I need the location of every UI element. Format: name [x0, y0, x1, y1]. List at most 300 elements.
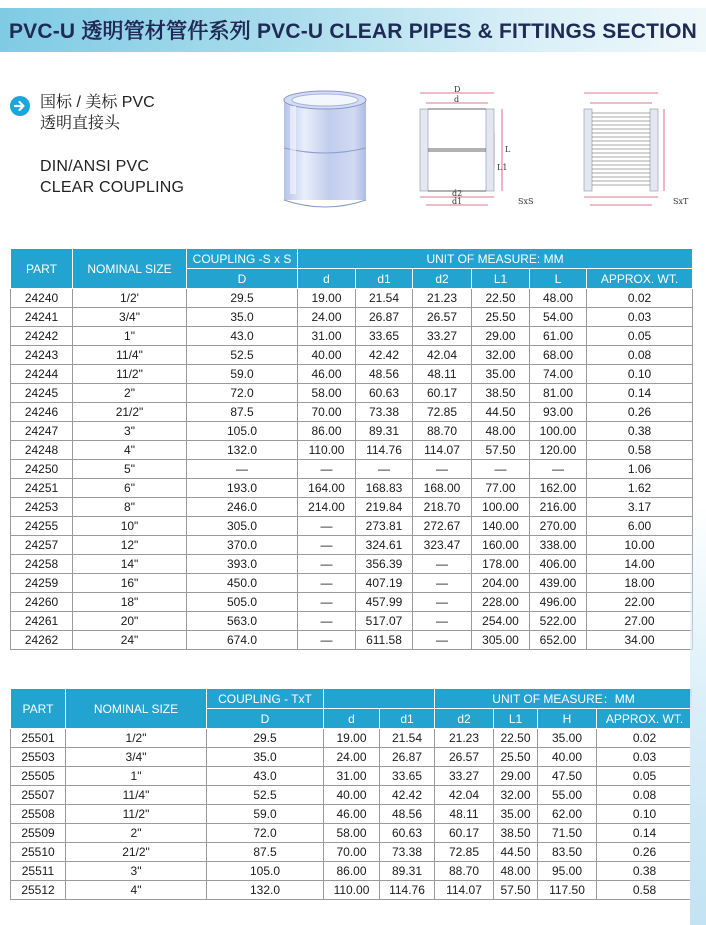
part-number-cell: 24262	[11, 631, 73, 650]
table-cell: 72.0	[207, 824, 324, 843]
table-cell: 160.00	[472, 536, 530, 555]
table-cell: 563.0	[187, 612, 298, 631]
table-cell: 21.54	[356, 289, 413, 308]
table-cell: 0.03	[587, 308, 693, 327]
table-row	[11, 289, 693, 308]
table-row	[11, 384, 693, 403]
table-cell: 88.70	[413, 422, 472, 441]
table-cell: 35.0	[207, 748, 324, 767]
table-cell: —	[298, 593, 356, 612]
table-cell: 120.00	[530, 441, 587, 460]
table-cell: 100.00	[530, 422, 587, 441]
table-cell: 1.06	[587, 460, 693, 479]
part-number-cell: 25508	[11, 805, 66, 824]
table-cell: 0.02	[587, 289, 693, 308]
product-cn-line1: 国标 / 美标 PVC	[40, 94, 155, 111]
part-number-cell: 24255	[11, 517, 73, 536]
table-row	[11, 422, 693, 441]
table-cell: 178.00	[472, 555, 530, 574]
table-cell: —	[298, 536, 356, 555]
drawing-label-d2: d2	[452, 189, 463, 198]
table-cell: 10.00	[587, 536, 693, 555]
table-cell: 1"	[66, 767, 207, 786]
table-cell: 407.19	[356, 574, 413, 593]
table-cell: 0.26	[587, 403, 693, 422]
part-number-cell: 24246	[11, 403, 73, 422]
part-number-cell: 24248	[11, 441, 73, 460]
table-cell: 14"	[73, 555, 187, 574]
part-number-cell: 24241	[11, 308, 73, 327]
table-row	[11, 365, 693, 384]
table-cell: 33.27	[435, 767, 494, 786]
table-cell: 68.00	[530, 346, 587, 365]
table-cell: 272.67	[413, 517, 472, 536]
product-name-english	[40, 156, 184, 198]
table-cell: 204.00	[472, 574, 530, 593]
table-cell: —	[472, 460, 530, 479]
table-cell: 61.00	[530, 327, 587, 346]
header-col-d: d	[324, 709, 380, 729]
table-cell: 35.0	[187, 308, 298, 327]
table-cell: 168.83	[356, 479, 413, 498]
header-unit-of-measure: UNIT OF MEASURE：MM	[435, 689, 693, 709]
part-number-cell: 24260	[11, 593, 73, 612]
part-number-cell: 24240	[11, 289, 73, 308]
table-cell: —	[413, 460, 472, 479]
table-cell: 43.0	[207, 767, 324, 786]
table-row	[11, 881, 693, 900]
table-cell: 42.42	[380, 786, 435, 805]
table-cell: 522.00	[530, 612, 587, 631]
table-cell: 12"	[73, 536, 187, 555]
drawing-label-d: d	[454, 95, 460, 104]
table-row	[11, 441, 693, 460]
header-col-L1: L1	[472, 269, 530, 289]
table-cell: 117.50	[538, 881, 597, 900]
table-cell: 29.00	[472, 327, 530, 346]
table-cell: —	[298, 460, 356, 479]
table-cell: 21/2"	[73, 403, 187, 422]
table-cell: 228.00	[472, 593, 530, 612]
part-number-cell: 24243	[11, 346, 73, 365]
decorative-gradient	[690, 505, 706, 925]
table-cell: —	[187, 460, 298, 479]
table-cell: 0.10	[597, 805, 693, 824]
table-cell: 214.00	[298, 498, 356, 517]
table-cell: 16"	[73, 574, 187, 593]
table-cell: 52.5	[207, 786, 324, 805]
table-row	[11, 729, 693, 748]
part-number-cell: 24257	[11, 536, 73, 555]
table-cell: 3"	[66, 862, 207, 881]
table-cell: 18.00	[587, 574, 693, 593]
table-row	[11, 748, 693, 767]
table-cell: 21.23	[435, 729, 494, 748]
table-cell: 6.00	[587, 517, 693, 536]
table-cell: 11/4"	[73, 346, 187, 365]
table-cell: 29.5	[187, 289, 298, 308]
table-cell: 71.50	[538, 824, 597, 843]
table-cell: 270.00	[530, 517, 587, 536]
header-col-d2: d2	[435, 709, 494, 729]
table-cell: 87.5	[187, 403, 298, 422]
table-cell: 77.00	[472, 479, 530, 498]
table-cell: 38.50	[472, 384, 530, 403]
table-cell: 6"	[73, 479, 187, 498]
table-cell: 0.02	[597, 729, 693, 748]
table-cell: 457.99	[356, 593, 413, 612]
part-number-cell: 24242	[11, 327, 73, 346]
table-cell: 0.58	[597, 881, 693, 900]
spec-table-sxs	[10, 248, 693, 650]
table-row	[11, 862, 693, 881]
table-cell: 439.00	[530, 574, 587, 593]
table-cell: 1/2'	[73, 289, 187, 308]
table-cell: 46.00	[324, 805, 380, 824]
table-cell: 70.00	[324, 843, 380, 862]
table-cell: 19.00	[298, 289, 356, 308]
product-en-line2: CLEAR COUPLING	[40, 179, 185, 196]
table-cell: 2"	[73, 384, 187, 403]
table-cell: 114.76	[380, 881, 435, 900]
table-row	[11, 346, 693, 365]
table-cell: 59.0	[207, 805, 324, 824]
table-cell: 1/2"	[66, 729, 207, 748]
table-cell: 26.87	[356, 308, 413, 327]
drawing-label-d1: d1	[452, 197, 463, 206]
table-cell: 43.0	[187, 327, 298, 346]
table-cell: 29.5	[207, 729, 324, 748]
table-cell: 40.00	[298, 346, 356, 365]
table-cell: 3.17	[587, 498, 693, 517]
table-cell: 48.11	[413, 365, 472, 384]
header-col-d1: d1	[380, 709, 435, 729]
table-cell: 11/4"	[66, 786, 207, 805]
part-number-cell: 25509	[11, 824, 66, 843]
table-cell: 58.00	[298, 384, 356, 403]
part-number-cell: 25512	[11, 881, 66, 900]
table-cell: —	[298, 574, 356, 593]
table-cell: 611.58	[356, 631, 413, 650]
table-cell: 70.00	[298, 403, 356, 422]
table-cell: 46.00	[298, 365, 356, 384]
table-cell: 88.70	[435, 862, 494, 881]
table-cell: 73.38	[380, 843, 435, 862]
table-cell: 83.50	[538, 843, 597, 862]
table-cell: 356.39	[356, 555, 413, 574]
table-cell: 57.50	[472, 441, 530, 460]
table-cell: 48.00	[494, 862, 538, 881]
table-cell: 72.0	[187, 384, 298, 403]
table-cell: 48.11	[435, 805, 494, 824]
table-cell: 89.31	[380, 862, 435, 881]
part-number-cell: 24247	[11, 422, 73, 441]
drawing-label-D: D	[454, 85, 461, 94]
table-cell: 22.00	[587, 593, 693, 612]
table-cell: 44.50	[494, 843, 538, 862]
table-cell: 674.0	[187, 631, 298, 650]
table-cell: 35.00	[494, 805, 538, 824]
table-cell: 27.00	[587, 612, 693, 631]
table-cell: 0.26	[597, 843, 693, 862]
part-number-cell: 25503	[11, 748, 66, 767]
part-number-cell: 24251	[11, 479, 73, 498]
table-cell: 164.00	[298, 479, 356, 498]
table-row	[11, 786, 693, 805]
drawing-label-L1: L1	[497, 163, 508, 172]
table-cell: 114.07	[435, 881, 494, 900]
table-cell: 74.00	[530, 365, 587, 384]
header-col-d1: d1	[356, 269, 413, 289]
table-cell: 324.61	[356, 536, 413, 555]
table-cell: 21.23	[413, 289, 472, 308]
table-cell: 3/4"	[73, 308, 187, 327]
table-cell: 4"	[66, 881, 207, 900]
table-cell: 20"	[73, 612, 187, 631]
table-cell: 95.00	[538, 862, 597, 881]
table-cell: 254.00	[472, 612, 530, 631]
part-number-cell: 24261	[11, 612, 73, 631]
table-cell: 11/2"	[66, 805, 207, 824]
table-cell: 48.00	[472, 422, 530, 441]
table-cell: 305.00	[472, 631, 530, 650]
table-cell: 25.50	[472, 308, 530, 327]
table-cell: 55.00	[538, 786, 597, 805]
table-cell: 406.00	[530, 555, 587, 574]
table-cell: 1.62	[587, 479, 693, 498]
table-cell: 105.0	[207, 862, 324, 881]
header-nominal-size: NOMINAL SIZE	[66, 689, 207, 729]
table-cell: 114.76	[356, 441, 413, 460]
page-title: PVC-U 透明管材管件系列 PVC-U CLEAR PIPES & FITTINGS SECTION	[0, 8, 706, 52]
table-cell: 219.84	[356, 498, 413, 517]
table-cell: 32.00	[494, 786, 538, 805]
table-cell: —	[413, 612, 472, 631]
drawing-sxs	[412, 85, 547, 215]
table-cell: 0.10	[587, 365, 693, 384]
table-cell: 93.00	[530, 403, 587, 422]
part-number-cell: 25501	[11, 729, 66, 748]
table-cell: 246.0	[187, 498, 298, 517]
table-row	[11, 479, 693, 498]
table-cell: 31.00	[298, 327, 356, 346]
table-cell: 8"	[73, 498, 187, 517]
table-cell: 33.65	[356, 327, 413, 346]
header-nominal-size: NOMINAL SIZE	[73, 249, 187, 289]
table-cell: 3"	[73, 422, 187, 441]
table-cell: 60.63	[380, 824, 435, 843]
header-col-weight: APPROX. WT.	[597, 709, 693, 729]
table-cell: 2"	[66, 824, 207, 843]
table-cell: 26.57	[435, 748, 494, 767]
part-number-cell: 25510	[11, 843, 66, 862]
table-cell: 305.0	[187, 517, 298, 536]
table-cell: —	[413, 555, 472, 574]
table-cell: 0.08	[587, 346, 693, 365]
table-cell: 323.47	[413, 536, 472, 555]
table-cell: 57.50	[494, 881, 538, 900]
table-cell: 168.00	[413, 479, 472, 498]
drawing-label-L: L	[505, 145, 511, 154]
product-name-chinese	[40, 92, 155, 134]
table-cell: 105.0	[187, 422, 298, 441]
header-col-H: H	[538, 709, 597, 729]
table-cell: 114.07	[413, 441, 472, 460]
part-number-cell: 24250	[11, 460, 73, 479]
header-part: PART	[11, 249, 73, 289]
header-coupling: COUPLING -S x S	[187, 249, 298, 269]
table-row	[11, 843, 693, 862]
table-cell: 48.00	[530, 289, 587, 308]
product-en-line1: DIN/ANSI PVC	[40, 158, 150, 175]
table-cell: 33.65	[380, 767, 435, 786]
table-cell: 132.0	[207, 881, 324, 900]
table-cell: 110.00	[324, 881, 380, 900]
table-cell: 60.17	[435, 824, 494, 843]
table-cell: 10"	[73, 517, 187, 536]
table-cell: 26.57	[413, 308, 472, 327]
table-cell: 34.00	[587, 631, 693, 650]
table-cell: 216.00	[530, 498, 587, 517]
table-cell: 0.03	[597, 748, 693, 767]
part-number-cell: 25505	[11, 767, 66, 786]
table-cell: 52.5	[187, 346, 298, 365]
header-col-d: d	[298, 269, 356, 289]
table-row	[11, 805, 693, 824]
table-cell: 0.05	[597, 767, 693, 786]
table-cell: 86.00	[298, 422, 356, 441]
table-cell: 58.00	[324, 824, 380, 843]
spec-table-txt	[10, 688, 693, 900]
table-cell: 110.00	[298, 441, 356, 460]
table-cell: 60.63	[356, 384, 413, 403]
table-cell: 21.54	[380, 729, 435, 748]
part-number-cell: 25511	[11, 862, 66, 881]
table-cell: 393.0	[187, 555, 298, 574]
table-cell: 35.00	[472, 365, 530, 384]
table-cell: 35.00	[538, 729, 597, 748]
table-cell: 59.0	[187, 365, 298, 384]
table-cell: 1"	[73, 327, 187, 346]
table-cell: 273.81	[356, 517, 413, 536]
table-cell: 86.00	[324, 862, 380, 881]
table-cell: 11/2"	[73, 365, 187, 384]
table-cell: 193.0	[187, 479, 298, 498]
table-cell: —	[413, 631, 472, 650]
table-cell: 3/4"	[66, 748, 207, 767]
part-number-cell: 24245	[11, 384, 73, 403]
table-cell: 62.00	[538, 805, 597, 824]
table-cell: 24"	[73, 631, 187, 650]
header-col-D: D	[207, 709, 324, 729]
table-cell: 22.50	[472, 289, 530, 308]
table-cell: —	[413, 574, 472, 593]
table-cell: 0.58	[587, 441, 693, 460]
table-row	[11, 824, 693, 843]
table-cell: 0.38	[597, 862, 693, 881]
table-row	[11, 308, 693, 327]
table-cell: 42.42	[356, 346, 413, 365]
table-cell: 40.00	[324, 786, 380, 805]
table-cell: 496.00	[530, 593, 587, 612]
table-cell: 5"	[73, 460, 187, 479]
table-cell: 505.0	[187, 593, 298, 612]
table-cell: 24.00	[298, 308, 356, 327]
table-cell: 450.0	[187, 574, 298, 593]
table-cell: 42.04	[413, 346, 472, 365]
table-cell: 162.00	[530, 479, 587, 498]
table-row	[11, 536, 693, 555]
header-col-d2: d2	[413, 269, 472, 289]
header-col-D: D	[187, 269, 298, 289]
product-cn-line2: 透明直接头	[40, 115, 121, 132]
table-cell: —	[298, 612, 356, 631]
table-cell: 0.38	[587, 422, 693, 441]
header-col-weight: APPROX. WT.	[587, 269, 693, 289]
table-cell: 21/2"	[66, 843, 207, 862]
table-cell: 218.70	[413, 498, 472, 517]
drawing-sxt	[580, 85, 695, 215]
table-cell: 40.00	[538, 748, 597, 767]
table-cell: 19.00	[324, 729, 380, 748]
table-row	[11, 460, 693, 479]
table-cell: 31.00	[324, 767, 380, 786]
table-cell: 370.0	[187, 536, 298, 555]
table-cell: 0.14	[597, 824, 693, 843]
header-coupling: COUPLING - TxT	[207, 689, 324, 709]
table-cell: 24.00	[324, 748, 380, 767]
table-cell: 0.08	[597, 786, 693, 805]
table-cell: 42.04	[435, 786, 494, 805]
table-row	[11, 593, 693, 612]
table-cell: 100.00	[472, 498, 530, 517]
table-cell: —	[298, 517, 356, 536]
table-cell: 73.38	[356, 403, 413, 422]
table-cell: 22.50	[494, 729, 538, 748]
part-number-cell: 24258	[11, 555, 73, 574]
table-cell: 72.85	[435, 843, 494, 862]
coupling-photo	[270, 86, 380, 216]
table-cell: —	[413, 593, 472, 612]
table-cell: 44.50	[472, 403, 530, 422]
arrow-right-icon	[10, 96, 30, 116]
table-cell: 81.00	[530, 384, 587, 403]
table-row	[11, 498, 693, 517]
table-row	[11, 327, 693, 346]
table-cell: 72.85	[413, 403, 472, 422]
part-number-cell: 25507	[11, 786, 66, 805]
table-cell: 87.5	[207, 843, 324, 862]
table-cell: 18"	[73, 593, 187, 612]
table-cell: —	[298, 631, 356, 650]
part-number-cell: 24253	[11, 498, 73, 517]
table-cell: 48.56	[356, 365, 413, 384]
header-blank	[324, 689, 435, 709]
table-cell: 132.0	[187, 441, 298, 460]
table-row	[11, 767, 693, 786]
table-cell: 338.00	[530, 536, 587, 555]
table-row	[11, 555, 693, 574]
table-cell: 652.00	[530, 631, 587, 650]
header-col-L: L	[530, 269, 587, 289]
table-cell: 4"	[73, 441, 187, 460]
table-cell: —	[356, 460, 413, 479]
drawing-caption-sxs: SxS	[518, 197, 534, 206]
table-row	[11, 631, 693, 650]
table-cell: 140.00	[472, 517, 530, 536]
header-part: PART	[11, 689, 66, 729]
table-cell: 0.05	[587, 327, 693, 346]
